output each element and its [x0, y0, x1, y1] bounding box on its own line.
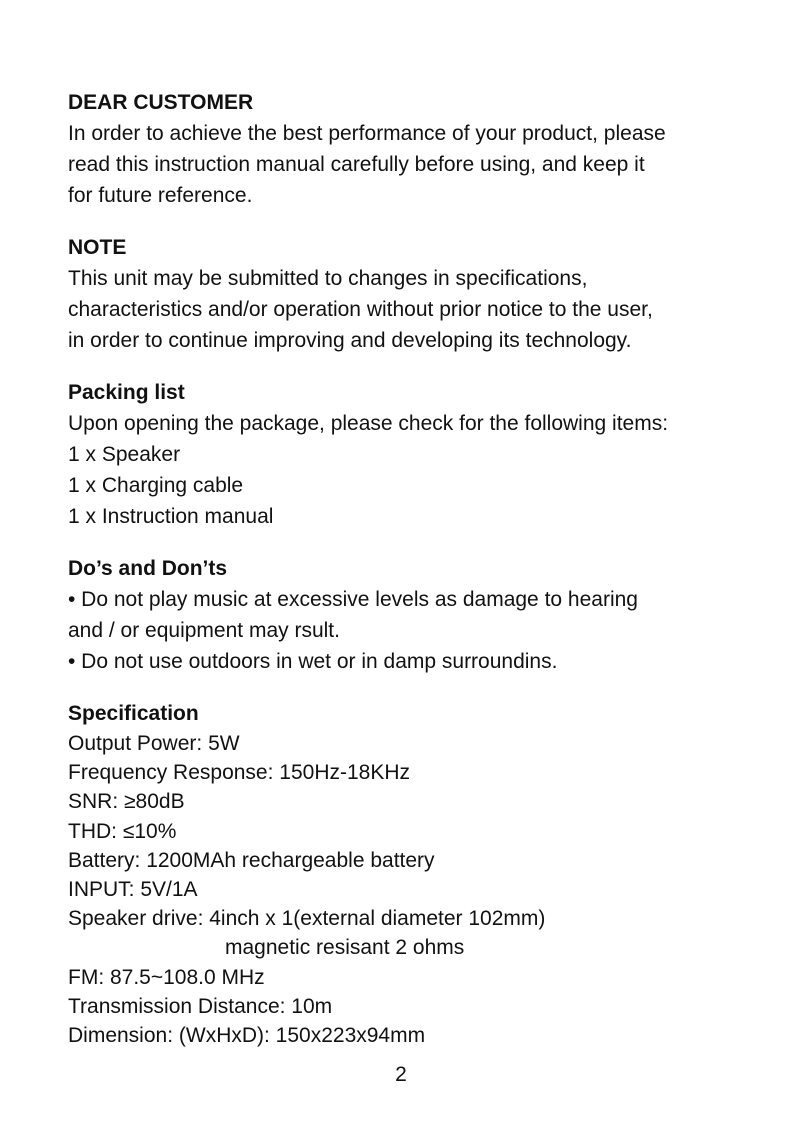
text-line: This unit may be submitted to changes in specifications, [68, 267, 588, 290]
spec-dimension: Dimension: (WxHxD): 150x223x94mm [68, 1024, 426, 1048]
text-line: characteristics and/or operation without prior notice to the user, [68, 298, 653, 321]
text-line: Upon opening the package, please check for the following items: [68, 412, 669, 435]
spec-snr: SNR: ≥80dB [68, 790, 185, 814]
list-item: 1 x Instruction manual [68, 505, 274, 528]
bullet-item: • Do not play music at excessive levels as damage to hearing [68, 588, 638, 611]
spec-speaker-drive: Speaker drive: 4inch x 1(external diameter 102mm) [68, 907, 546, 931]
spec-frequency-response: Frequency Response: 150Hz-18KHz [68, 761, 411, 785]
text-line: in order to continue improving and developing its technology. [68, 329, 632, 352]
list-item: 1 x Charging cable [68, 474, 244, 497]
spec-speaker-drive-continued: magnetic resisant 2 ohms [225, 936, 465, 960]
section-heading: Packing list [68, 381, 185, 404]
dear-customer-section [68, 88, 768, 211]
text-line: for future reference. [68, 184, 253, 207]
spec-input: INPUT: 5V/1A [68, 878, 198, 902]
spec-fm: FM: 87.5~108.0 MHz [68, 965, 265, 989]
specification-section [68, 699, 768, 1050]
list-item: 1 x Speaker [68, 443, 181, 466]
spec-transmission-distance: Transmission Distance: 10m [68, 994, 333, 1018]
page-number: 2 [395, 1063, 407, 1086]
spec-thd: THD: ≤10% [68, 819, 177, 843]
section-heading: DEAR CUSTOMER [68, 91, 254, 114]
bullet-item: • Do not use outdoors in wet or in damp surroundins. [68, 650, 558, 673]
note-section [68, 233, 768, 356]
text-line: In order to achieve the best performance of your product, please [68, 122, 666, 145]
section-heading: Specification [68, 702, 199, 725]
text-line: and / or equipment may rsult. [68, 619, 340, 642]
section-heading: NOTE [68, 236, 127, 259]
spec-output-power: Output Power: 5W [68, 732, 240, 755]
manual-page [68, 88, 768, 1072]
packing-list-section [68, 378, 768, 532]
spec-battery: Battery: 1200MAh rechargeable battery [68, 848, 435, 872]
section-heading: Do’s and Don’ts [68, 557, 228, 580]
dos-donts-section [68, 554, 768, 677]
text-line: read this instruction manual carefully before using, and keep it [68, 153, 645, 176]
